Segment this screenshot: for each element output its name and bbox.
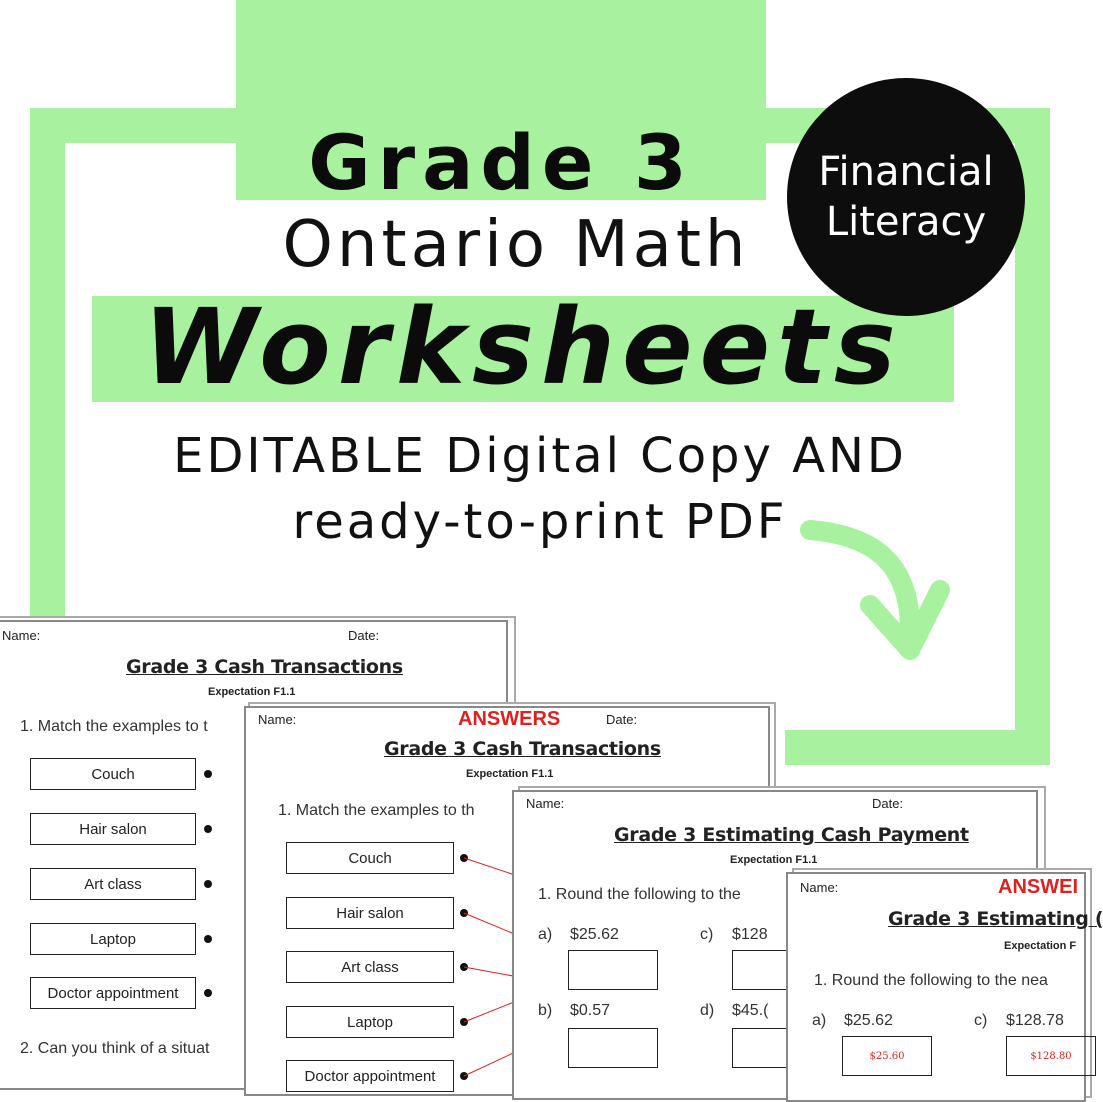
match-item: Couch xyxy=(286,842,454,874)
name-label: Name: xyxy=(258,712,297,727)
cover-title-grade: Grade 3 xyxy=(308,118,694,207)
match-dot xyxy=(204,880,212,888)
answer-box-d[interactable] xyxy=(732,1028,792,1068)
question-1: 1. Match the examples to th xyxy=(278,802,475,819)
item-b-label: b) xyxy=(538,1002,553,1019)
item-a-label: a) xyxy=(812,1012,827,1029)
green-frame-bottom xyxy=(785,730,1050,765)
cover-subtitle-line1: EDITABLE Digital Copy AND xyxy=(173,428,907,484)
expectation-label: Expectation F1.1 xyxy=(466,768,554,780)
expectation-label: Expectation F1.1 xyxy=(730,854,818,866)
expectation-label: Expectation F1.1 xyxy=(208,686,296,698)
cover-subtitle-line2: ready-to-print PDF xyxy=(292,494,788,550)
worksheet-estimating-cash-payment-answers xyxy=(786,872,1103,1102)
match-item: Art class xyxy=(30,868,196,900)
match-item: Laptop xyxy=(30,923,196,955)
match-dot xyxy=(204,825,212,833)
match-item: Art class xyxy=(286,951,454,983)
sheet-title: Grade 3 Cash Transactions xyxy=(384,738,661,760)
question-1: 1. Round the following to the nea xyxy=(814,972,1048,989)
item-c-label: c) xyxy=(700,926,714,943)
match-dot xyxy=(204,935,212,943)
answer-box-a: $25.60 xyxy=(842,1036,932,1076)
item-d-label: d) xyxy=(700,1002,715,1019)
cover-title-ontario-math: Ontario Math xyxy=(282,208,750,282)
answers-label: ANSWEI xyxy=(998,876,1078,898)
curved-arrow-icon xyxy=(800,510,960,670)
item-a-label: a) xyxy=(538,926,553,943)
match-item: Hair salon xyxy=(286,897,454,929)
sheet-title: Grade 3 Cash Transactions xyxy=(126,656,403,678)
match-item: Couch xyxy=(30,758,196,790)
item-b-value: $0.57 xyxy=(570,1002,611,1019)
question-1: 1. Round the following to the xyxy=(538,886,741,903)
item-d-value: $45.( xyxy=(732,1002,769,1019)
answer-box-a[interactable] xyxy=(568,950,658,990)
question-1: 1. Match the examples to t xyxy=(20,718,208,735)
date-label: Date: xyxy=(872,796,904,811)
sheet-title: Grade 3 Estimating Cash Payment xyxy=(614,824,969,846)
answers-label: ANSWERS xyxy=(458,708,561,730)
date-label: Date: xyxy=(348,628,380,643)
item-a-value: $25.62 xyxy=(570,926,619,943)
badge-line1: Financial xyxy=(818,149,994,195)
item-c-value: $128 xyxy=(732,926,768,943)
name-label: Name: xyxy=(526,796,565,811)
question-2: 2. Can you think of a situat xyxy=(20,1040,210,1057)
match-item: Hair salon xyxy=(30,813,196,845)
match-dot xyxy=(204,770,212,778)
match-item: Doctor appointment xyxy=(30,977,196,1009)
item-a-value: $25.62 xyxy=(844,1012,893,1029)
answer-box-c[interactable] xyxy=(732,950,792,990)
match-item: Laptop xyxy=(286,1006,454,1038)
badge-line2: Literacy xyxy=(825,199,987,245)
financial-literacy-badge xyxy=(787,78,1025,316)
item-c-label: c) xyxy=(974,1012,988,1029)
match-dot xyxy=(204,989,212,997)
item-c-value: $128.78 xyxy=(1006,1012,1064,1029)
name-label: Name: xyxy=(800,880,839,895)
date-label: Date: xyxy=(606,712,638,727)
answer-box-b[interactable] xyxy=(568,1028,658,1068)
cover-title-worksheets: Worksheets xyxy=(143,286,903,408)
name-label: Name: xyxy=(2,628,41,643)
sheet-title: Grade 3 Estimating ( xyxy=(888,908,1103,930)
match-item: Doctor appointment xyxy=(286,1060,454,1092)
answer-box-c: $128.80 xyxy=(1006,1036,1096,1076)
expectation-label: Expectation F xyxy=(1004,940,1077,952)
